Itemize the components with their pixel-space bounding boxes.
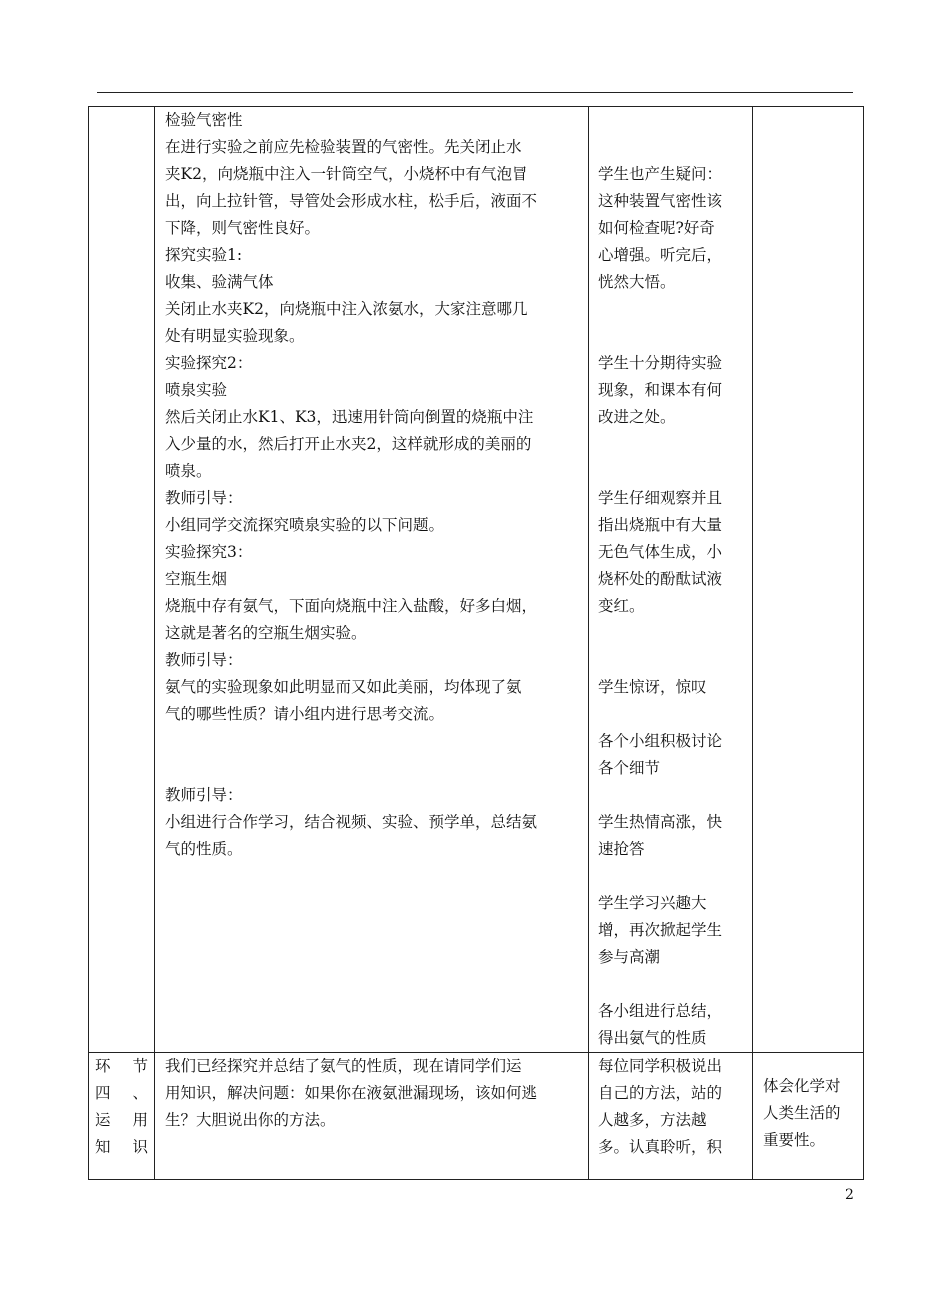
text-line: 下降，则气密性良好。 — [165, 219, 321, 237]
header-rule — [97, 92, 853, 93]
blank-line — [598, 431, 744, 458]
text-line: 学生惊讶，惊叹 — [598, 678, 707, 696]
text-line: 现象，和课本有何 — [598, 381, 723, 399]
teacher-activity-cell — [155, 107, 589, 1053]
text-line: 体会化学对 — [763, 1077, 841, 1095]
text-line: 烧杯处的酚酞试液 — [598, 570, 723, 588]
text-line: 教师引导： — [165, 651, 243, 669]
text-line: 处有明显实验现象。 — [165, 327, 305, 345]
blank-line — [598, 458, 744, 485]
text-line: 每位同学积极说出 — [598, 1057, 723, 1075]
blank-line — [165, 728, 580, 755]
text-line: 各小组进行总结， — [598, 1002, 723, 1020]
teacher-activity-text — [165, 107, 580, 863]
text-line: 关闭止水夹K2，向烧瓶中注入浓氨水，大家注意哪几 — [165, 300, 528, 318]
text-line: 这就是著名的空瓶生烟实验。 — [165, 624, 367, 642]
blank-line — [165, 755, 580, 782]
text-line: 环节 — [95, 1057, 148, 1075]
lesson-plan-table — [88, 106, 864, 1180]
text-line: 检验气密性 — [165, 111, 243, 129]
text-line: 无色气体生成，小 — [598, 543, 723, 561]
text-line: 氨气的实验现象如此明显而又如此美丽，均体现了氨 — [165, 678, 522, 696]
text-line: 参与高潮 — [598, 948, 661, 966]
blank-line — [598, 647, 744, 674]
teacher-activity-cell — [155, 1053, 589, 1180]
text-line: 得出氨气的性质 — [598, 1029, 707, 1047]
stage-label — [95, 1053, 148, 1161]
text-line: 学生仔细观察并且 — [598, 489, 723, 507]
text-line: 教师引导： — [165, 489, 243, 507]
text-line: 喷泉。 — [165, 462, 212, 480]
text-line: 四、 — [95, 1084, 148, 1102]
text-line: 然后关闭止水K1、K3，迅速用针筒向倒置的烧瓶中注 — [165, 408, 534, 426]
text-line: 学生热情高涨，快 — [598, 813, 723, 831]
text-line: 各个小组积极讨论 — [598, 732, 723, 750]
design-intent-text — [763, 1073, 857, 1154]
student-activity-cell — [589, 107, 753, 1053]
text-line: 心增强。听完后， — [598, 246, 723, 264]
text-line: 实验探究3： — [165, 543, 253, 561]
blank-line — [598, 620, 744, 647]
blank-line — [598, 701, 744, 728]
teacher-activity-text — [165, 1053, 580, 1134]
stage-cell — [89, 107, 155, 1053]
text-line: 改进之处。 — [598, 408, 676, 426]
text-line: 气的哪些性质？请小组内进行思考交流。 — [165, 705, 445, 723]
text-line: 如何检查呢?好奇 — [598, 219, 715, 237]
text-line: 出，向上拉针管，导管处会形成水柱，松手后，液面不 — [165, 192, 538, 210]
student-activity-cell — [589, 1053, 753, 1180]
text-line: 变红。 — [598, 597, 645, 615]
text-line: 入少量的水，然后打开止水夹2，这样就形成的美丽的 — [165, 435, 532, 453]
blank-line — [598, 863, 744, 890]
text-line: 空瓶生烟 — [165, 570, 228, 588]
text-line: 夹K2，向烧瓶中注入一针筒空气，小烧杯中有气泡冒 — [165, 165, 528, 183]
design-intent-cell — [753, 1053, 864, 1180]
text-line: 小组进行合作学习，结合视频、实验、预学单，总结氨 — [165, 813, 538, 831]
text-line: 生？大胆说出你的方法。 — [165, 1111, 336, 1129]
student-activity-text — [598, 107, 744, 1052]
text-line: 小组同学交流探究喷泉实验的以下问题。 — [165, 516, 445, 534]
text-line: 学生也产生疑问： — [598, 165, 723, 183]
page-number: 2 — [845, 1187, 854, 1203]
text-line: 重要性。 — [763, 1131, 826, 1149]
text-line: 知识 — [95, 1138, 148, 1156]
text-line: 增，再次掀起学生 — [598, 921, 723, 939]
text-line: 速抢答 — [598, 840, 645, 858]
blank-line — [598, 296, 744, 323]
text-line: 在进行实验之前应先检验装置的气密性。先关闭止水 — [165, 138, 522, 156]
text-line: 喷泉实验 — [165, 381, 228, 399]
text-line: 自己的方法，站的 — [598, 1084, 723, 1102]
text-line: 人类生活的 — [763, 1104, 841, 1122]
text-line: 烧瓶中存有氨气，下面向烧瓶中注入盐酸，好多白烟， — [165, 597, 538, 615]
blank-line — [598, 323, 744, 350]
text-line: 收集、验满气体 — [165, 273, 274, 291]
blank-line — [598, 134, 744, 161]
text-line: 学生学习兴趣大 — [598, 894, 707, 912]
design-intent-cell — [753, 107, 864, 1053]
student-activity-text — [598, 1053, 744, 1161]
text-line: 实验探究2： — [165, 354, 253, 372]
text-line: 气的性质。 — [165, 840, 243, 858]
text-line: 人越多，方法越 — [598, 1111, 707, 1129]
blank-line — [598, 971, 744, 998]
text-line: 恍然大悟。 — [598, 273, 676, 291]
text-line: 我们已经探究并总结了氨气的性质，现在请同学们运 — [165, 1057, 522, 1075]
text-line: 这种装置气密性该 — [598, 192, 723, 210]
text-line: 学生十分期待实验 — [598, 354, 723, 372]
text-line: 指出烧瓶中有大量 — [598, 516, 723, 534]
text-line: 各个细节 — [598, 759, 661, 777]
text-line: 运用 — [95, 1111, 148, 1129]
blank-line — [598, 107, 744, 134]
text-line: 探究实验1: — [165, 246, 243, 264]
text-line: 教师引导： — [165, 786, 243, 804]
table-row — [89, 1053, 864, 1180]
stage-cell — [89, 1053, 155, 1180]
blank-line — [598, 782, 744, 809]
text-line: 多。认真聆听，积 — [598, 1138, 723, 1156]
text-line: 用知识，解决问题：如果你在液氨泄漏现场，该如何逃 — [165, 1084, 538, 1102]
table-row — [89, 107, 864, 1053]
